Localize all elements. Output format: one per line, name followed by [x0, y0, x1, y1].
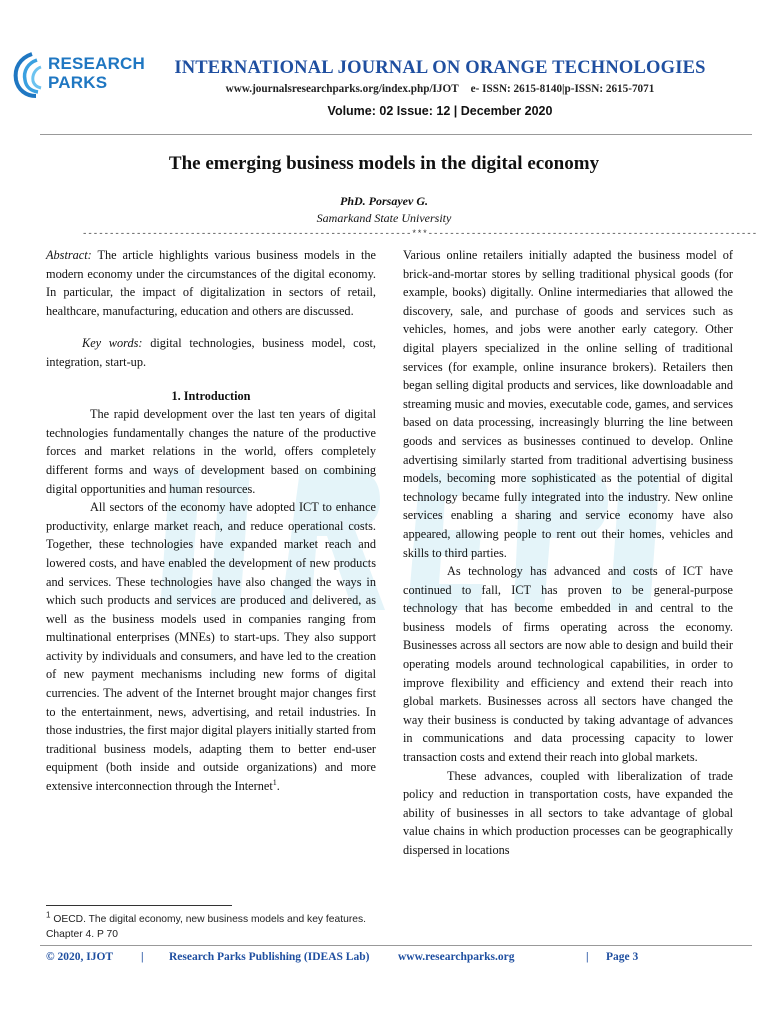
logo-line-parks: PARKS [48, 73, 108, 92]
intro-paragraph-1: The rapid development over the last ten years of digital technologies fundamentally changes the nature of the productive forces and market relations in the world, offers completely different forms and ways of development based on combining digital opportunities and human resources. [46, 407, 376, 496]
journal-website-link[interactable]: www.journalsresearchparks.org/index.php/IJOT [225, 83, 459, 95]
abstract-label: Abstract: [46, 248, 92, 262]
header-divider [40, 134, 752, 135]
journal-issn: e- ISSN: 2615-8140|p-ISSN: 2615-7071 [470, 83, 655, 95]
abstract [46, 246, 376, 320]
journal-title: INTERNATIONAL JOURNAL ON ORANGE TECHNOLOGIES [174, 58, 706, 78]
paper-title: The emerging business models in the digital economy [168, 153, 600, 174]
journal-meta [150, 83, 730, 95]
right-paragraph-2: As technology has advanced and costs of ICT have continued to fall, ICT has proven to be general-purpose technology that has become embedded in and central to the business models of firms operating across the economy. Businesses across all sectors are now able to design and build their operating models around technological capabilities, in order to improve flexibility and efficiency and extend their reach into global markets. Businesses across all sectors have changed the way their business is conducted by taking advantage of advances in communications and data processing capacity to lower transaction costs and extend their reach into global markets. [403, 564, 733, 765]
left-column [46, 246, 376, 796]
logo-text [48, 54, 145, 92]
page-footer [46, 951, 746, 967]
footnote-divider [46, 905, 232, 906]
volume-issue-line: Volume: 02 Issue: 12 | December 2020 [327, 104, 553, 118]
title-separator: -------------------------------------------------------------***------------------------------------------------------------- [82, 229, 758, 239]
footnote-mark: 1 [46, 910, 51, 920]
footer-divider [40, 945, 752, 946]
keywords-label: Key words: [82, 336, 143, 351]
research-parks-logo [10, 50, 146, 100]
intro-paragraph-2-text: All sectors of the economy have adopted ICT to enhance productivity, enlarge market reach, and reduce operational costs. Together, these technologies have expanded market reach and lowered costs, and have enabled the development of new products and services. These technologies have also changed the ways in which such products and services are produced and delivered, as well as the business models used in companies ranging from multinational enterprises (MNEs) to start-ups. They also support activity by individuals and consumers, and have led to the creation of new payment mechanisms including new forms of digital currencies. The advent of the Internet brought major changes first to the entertainment, news, advertising, and retail industries. In those industries, the first major digital players initially started from traditional business models, adapting them to better end-user equipment (both inside and outside organizations) and more extensive interconnection through the Internet [46, 500, 376, 794]
footer-copyright: © 2020, IJOT [46, 951, 114, 963]
footer-separator: | [141, 951, 144, 963]
section-heading-introduction: 1. Introduction [171, 388, 251, 403]
footnote-text: OECD. The digital economy, new business models and key features. Chapter 4. P 70 [46, 914, 367, 940]
abstract-text: The article highlights various business models in the modern economy under the circumstances of the digital economy. In particular, the impact of digitalization in sectors of retail, healthcare, manufacturing, education and others are discussed. [46, 248, 376, 318]
right-paragraph-3: These advances, coupled with liberalization of trade policy and reduction in transportation costs, have expanded the ability of businesses in all sectors to take advantage of global value chains in which production processes can be geographically dispersed in locations [403, 768, 733, 857]
footer-publisher: Research Parks Publishing (IDEAS Lab) [169, 951, 370, 963]
intro-paragraph-2-end: . [276, 779, 280, 794]
intro-paragraph-2 [46, 498, 376, 796]
author-name: PhD. Porsayev G. [340, 194, 428, 208]
right-paragraph-1: Various online retailers initially adapted the business model of brick-and-mortar stores by selling traditional physical goods (for example, books) digitally. Online intermediaries that allowed the discovery, sale, and purchase of goods and services such as vehicles, homes, and jobs were another early category. Other digital players specialized in the online selling of traditional services (for example, online insurance brokers). Retailers then began selling digital products and services, like downloadable and streaming music and movies, executable code, games, and services based on data processing, increasingly blurring the line between goods and services as businesses continued to develop. Online advertising similarly started from traditional advertising business models, becoming more sophisticated as the potential of digital technology became fully integrated into the industry. New online services enabling a sharing and service economy have also appeared, allowing people to rent out their homes, vehicles and skills to third parties. [403, 248, 733, 560]
footer-separator: | [586, 951, 589, 963]
right-column [403, 246, 733, 860]
author-affiliation: Samarkand State University [316, 211, 452, 225]
footer-website-link[interactable]: www.researchparks.org [398, 951, 515, 963]
logo-line-research: RESEARCH [48, 54, 146, 73]
footnote-reference[interactable]: 1 [272, 777, 277, 787]
keywords-text: digital technologies, business model, cost, integration, start-up. [46, 336, 377, 369]
keywords [46, 334, 376, 371]
footnote [46, 912, 376, 942]
research-parks-logo-icon [10, 50, 50, 100]
footer-page-number: Page 3 [606, 951, 639, 963]
